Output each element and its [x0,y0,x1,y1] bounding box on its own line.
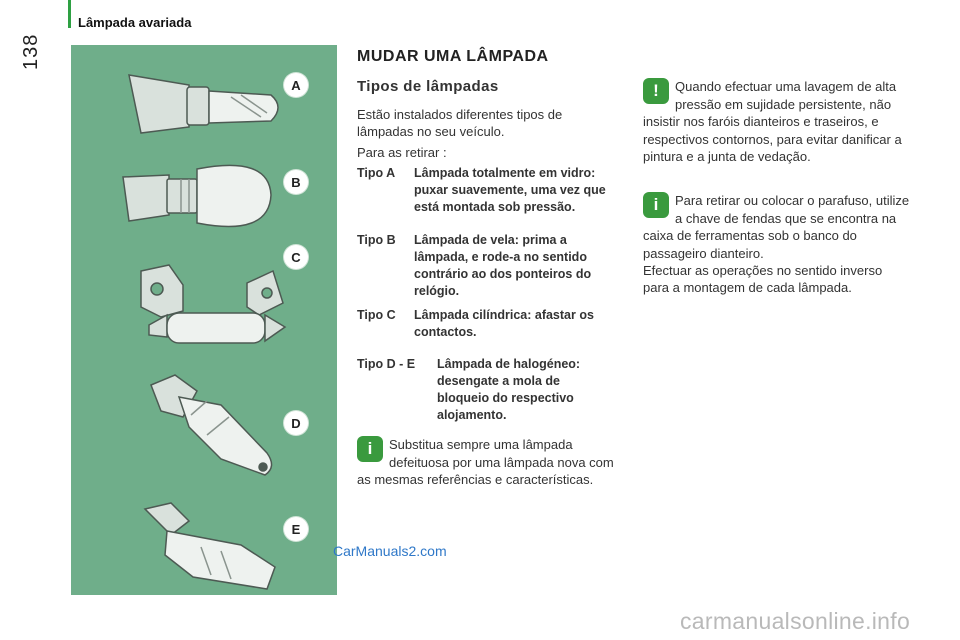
type-a-row [357,165,632,217]
figure-label-b: B [284,170,308,194]
bulb-e-illustration [145,503,275,589]
type-b-label: Tipo B [357,233,396,247]
figure-label-e: E [284,517,308,541]
section-title: MUDAR UMA LÂMPADA [357,48,549,65]
to-remove-line: Para as retirar : [357,145,447,160]
bulb-d-illustration [151,375,272,475]
type-a-text: Lâmpada totalmente em vidro: puxar suavemente, uma vez que está montada sob pressão. [414,166,606,214]
type-c-row [357,307,632,343]
type-de-label: Tipo D - E [357,357,416,371]
reverse-operations-paragraph: Efectuar as operações no sentido inverso para a montagem de cada lâmpada. [643,263,883,295]
type-de-row [357,356,632,424]
type-de-text: Lâmpada de halogéneo: desengate a mola de bloqueio do respectivo alojamento. [437,357,581,422]
bulb-c-illustration [141,265,285,343]
info-icon: i [643,192,669,218]
figure-label-a: A [284,73,308,97]
high-pressure-wash-warning-text: Quando efectuar uma lavagem de alta pressão em sujidade persistente, não insistir nos faróis dianteiros e traseiros, e respectivos contornos, para evitar danificar a pintura e a junta de vedação. [643,79,902,164]
type-a-label: Tipo A [357,166,396,180]
replace-bulb-note-text: Substitua sempre uma lâmpada defeituosa por uma lâmpada nova com as mesmas referências e características. [357,437,614,487]
type-b-row [357,232,632,300]
screw-tool-note-text: Para retirar ou colocar o parafuso, utilize a chave de fendas que se encontra na caixa de ferramentas sob o banco do passageiro dianteiro. [643,193,910,261]
figure-label-d: D [284,411,308,435]
page-header-title: Lâmpada avariada [78,15,192,30]
figure-label-c: C [284,245,308,269]
bulb-b-illustration [123,165,271,226]
high-pressure-wash-warning [643,78,915,166]
info-icon: i [357,436,383,462]
type-c-text: Lâmpada cilíndrica: afastar os contactos. [414,308,594,339]
warning-icon: ! [643,78,669,104]
bulb-types-figure [71,45,337,595]
subsection-title: Tipos de lâmpadas [357,78,499,95]
bulb-a-illustration [129,75,278,133]
watermark-carmanuals2: CarManuals2.com [333,543,447,559]
header-accent-bar [68,0,71,28]
screw-tool-note [643,192,915,262]
type-c-label: Tipo C [357,308,396,322]
bulb-illustrations [71,45,337,595]
replace-bulb-note [357,436,627,489]
watermark-carmanualsonline: carmanualsonline.info [680,608,911,634]
intro-paragraph: Estão instalados diferentes tipos de lâmpadas no seu veículo. [357,107,563,139]
page-number: 138 [20,33,42,70]
type-b-text: Lâmpada de vela: prima a lâmpada, e rode-a no sentido contrário ao dos ponteiros do relógio. [414,233,592,298]
